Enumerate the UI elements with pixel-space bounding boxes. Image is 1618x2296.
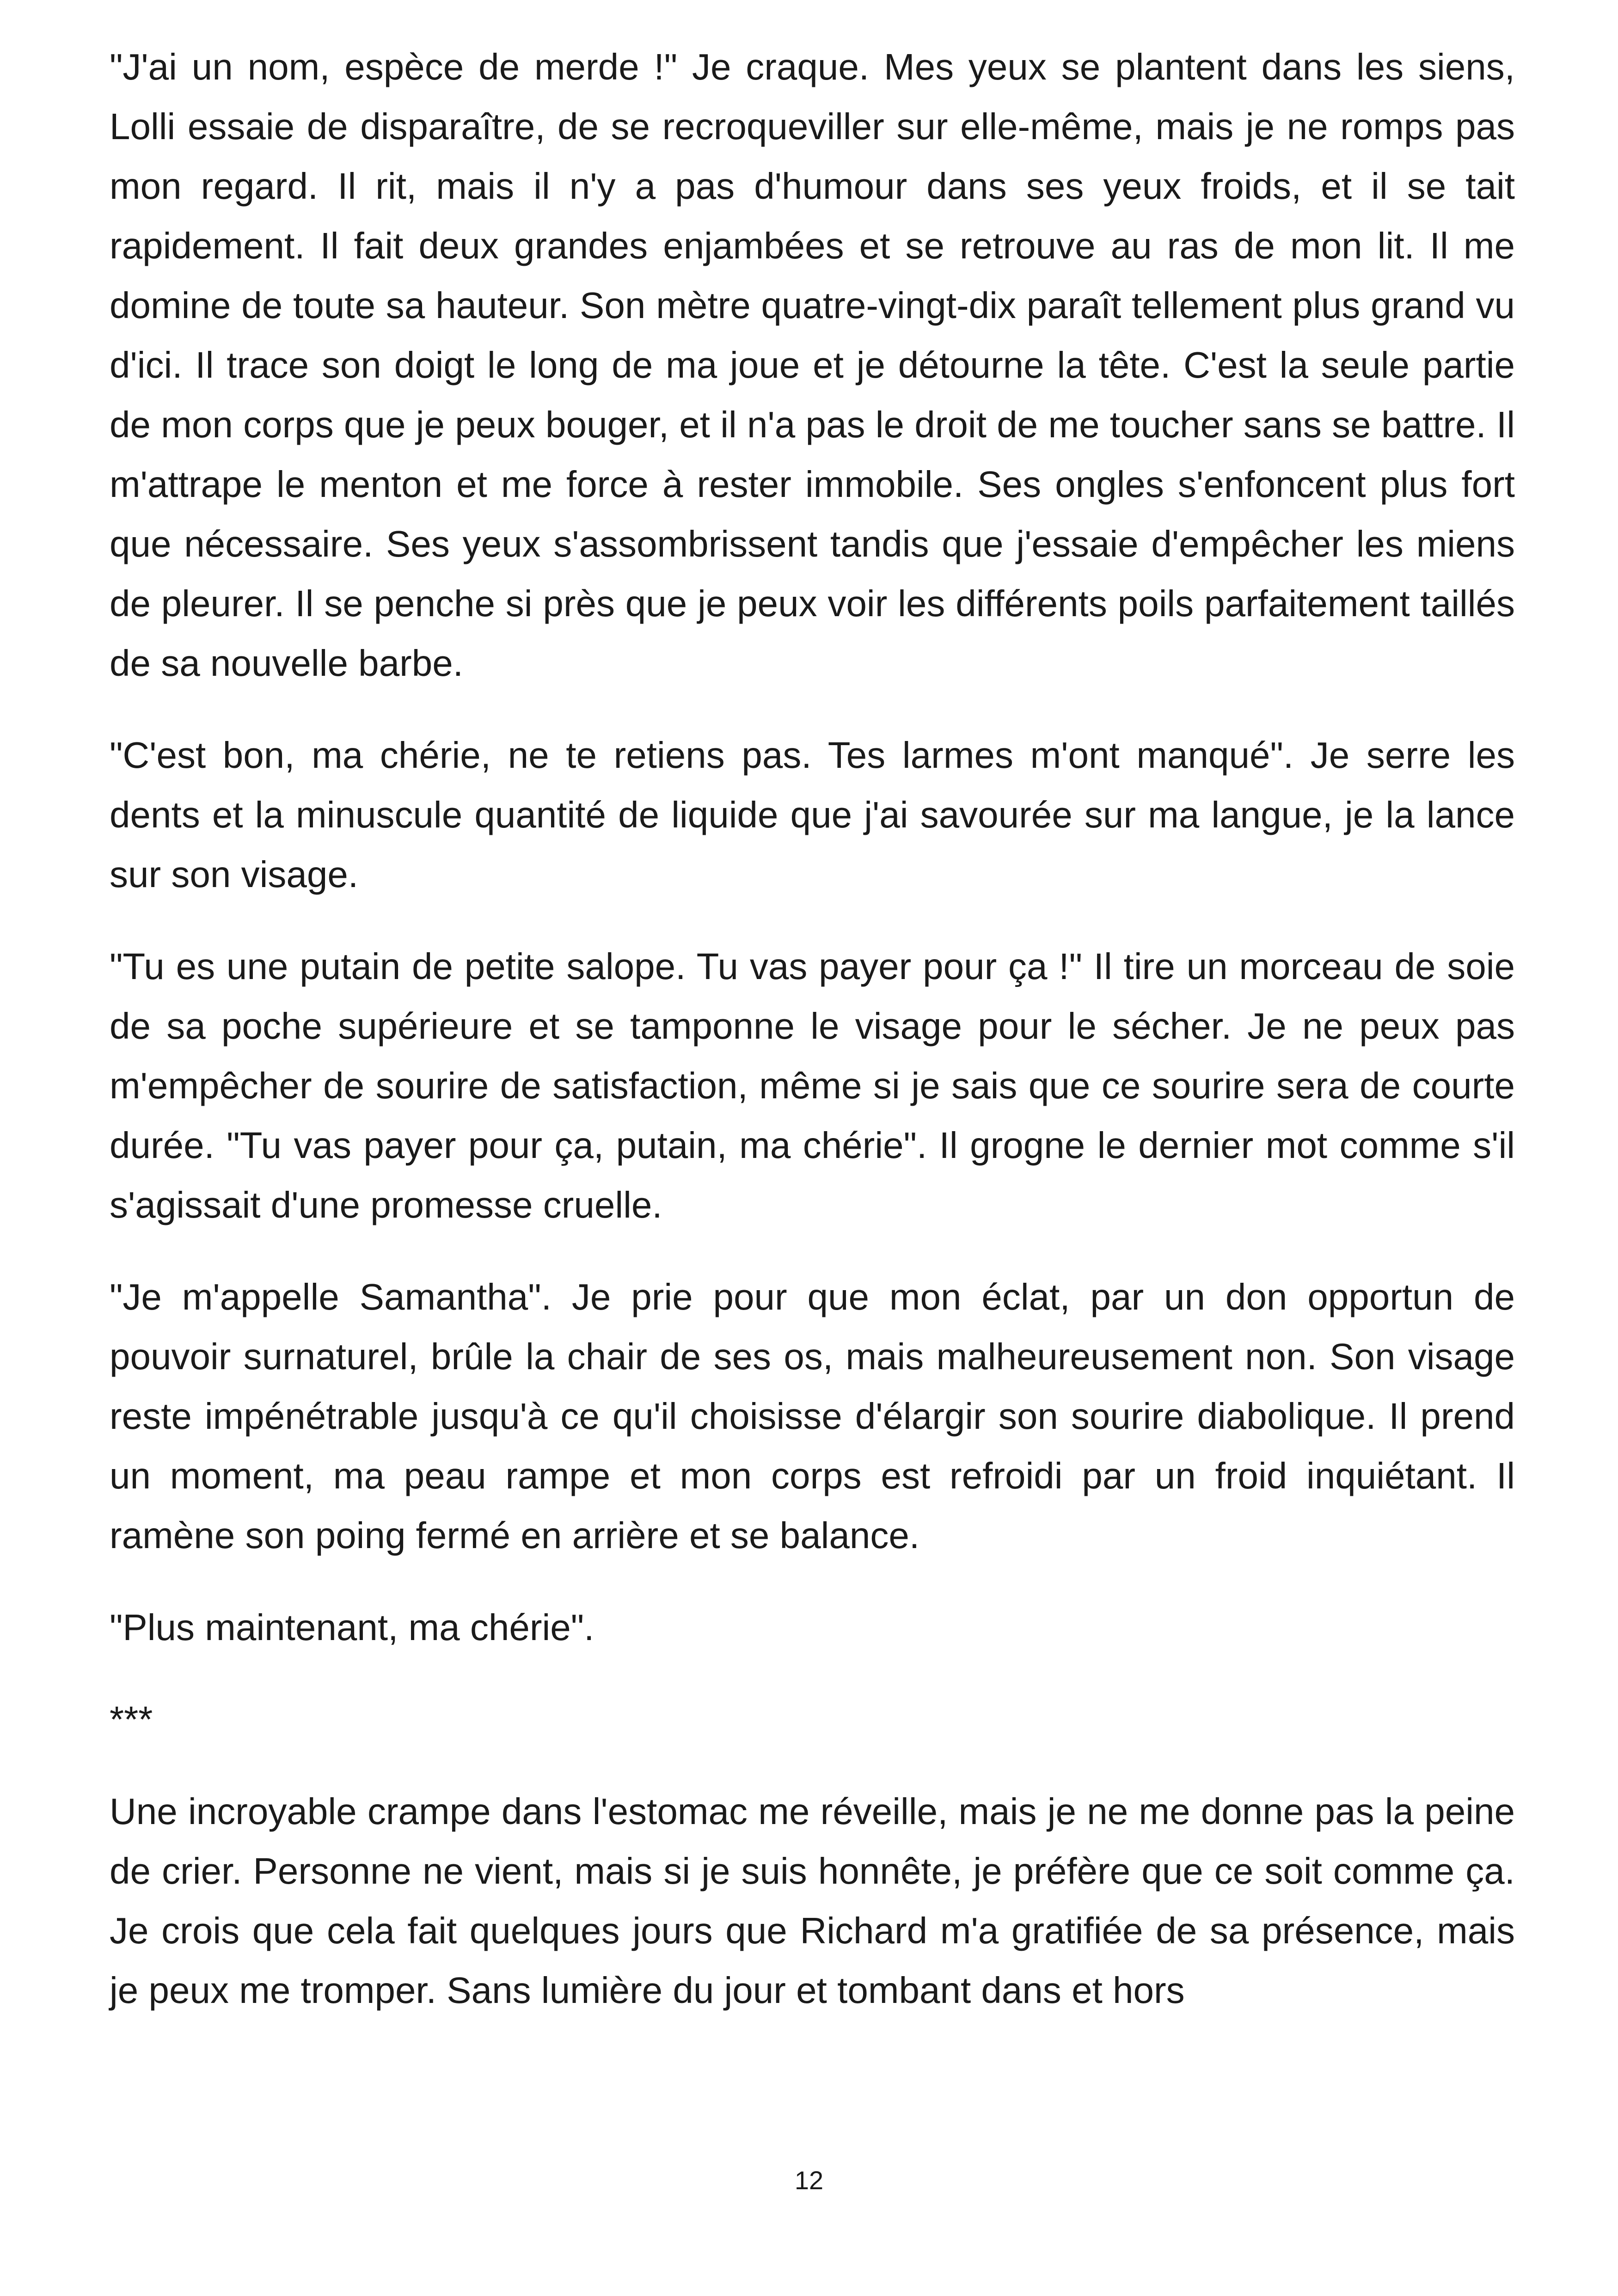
paragraph-2: "C'est bon, ma chérie, ne te retiens pas. Tes larmes m'ont manqué". Je serre les dents et la minuscule quantité de liquide que j'ai savourée sur ma langue, je la lance sur son visage. bbox=[110, 735, 1515, 895]
paragraph-5: "Plus maintenant, ma chérie". bbox=[110, 1607, 594, 1648]
paragraph-6: Une incroyable crampe dans l'estomac me réveille, mais je ne me donne pas la peine de crier. Personne ne vient, mais si je suis honnête, je préfère que ce soit comme ça. Je crois que cela fait quelques jours que Richard m'a gratifiée de sa présence, mais je peux me tromper. Sans lumière du jour et tombant dans et hors bbox=[110, 1791, 1515, 2011]
scene-break: *** bbox=[110, 1699, 153, 1740]
page-number: 12 bbox=[794, 2166, 824, 2195]
paragraph-4: "Je m'appelle Samantha". Je prie pour que mon éclat, par un don opportun de pouvoir surnaturel, brûle la chair de ses os, mais malheureusement non. Son visage reste impénétrable jusqu'à ce qu'il choisisse d'élargir son sourire diabolique. Il prend un moment, ma peau rampe et mon corps est refroidi par un froid inquiétant. Il ramène son poing fermé en arrière et se balance. bbox=[110, 1276, 1515, 1556]
paragraph-3: "Tu es une putain de petite salope. Tu vas payer pour ça !" Il tire un morceau de soie de sa poche supérieure et se tamponne le visage pour le sécher. Je ne peux pas m'empêcher de sourire de satisfaction, même si je sais que ce sourire sera de courte durée. "Tu vas payer pour ça, putain, ma chérie". Il grogne le dernier mot comme s'il s'agissait d'une promesse cruelle. bbox=[110, 946, 1515, 1225]
text-body bbox=[110, 37, 1515, 2020]
paragraph-1: "J'ai un nom, espèce de merde !" Je craque. Mes yeux se plantent dans les siens, Lolli essaie de disparaître, de se recroqueviller sur elle-même, mais je ne romps pas mon regard. Il rit, mais il n'y a pas d'humour dans ses yeux froids, et il se tait rapidement. Il fait deux grandes enjambées et se retrouve au ras de mon lit. Il me domine de toute sa hauteur. Son mètre quatre-vingt-dix paraît tellement plus grand vu d'ici. Il trace son doigt le long de ma joue et je détourne la tête. C'est la seule partie de mon corps que je peux bouger, et il n'a pas le droit de me toucher sans se battre. Il m'attrape le menton et me force à rester immobile. Ses ongles s'enfoncent plus fort que nécessaire. Ses yeux s'assombrissent tandis que j'essaie d'empêcher les miens de pleurer. Il se penche si près que je peux voir les différents poils parfaitement taillés de sa nouvelle barbe. bbox=[110, 46, 1515, 684]
